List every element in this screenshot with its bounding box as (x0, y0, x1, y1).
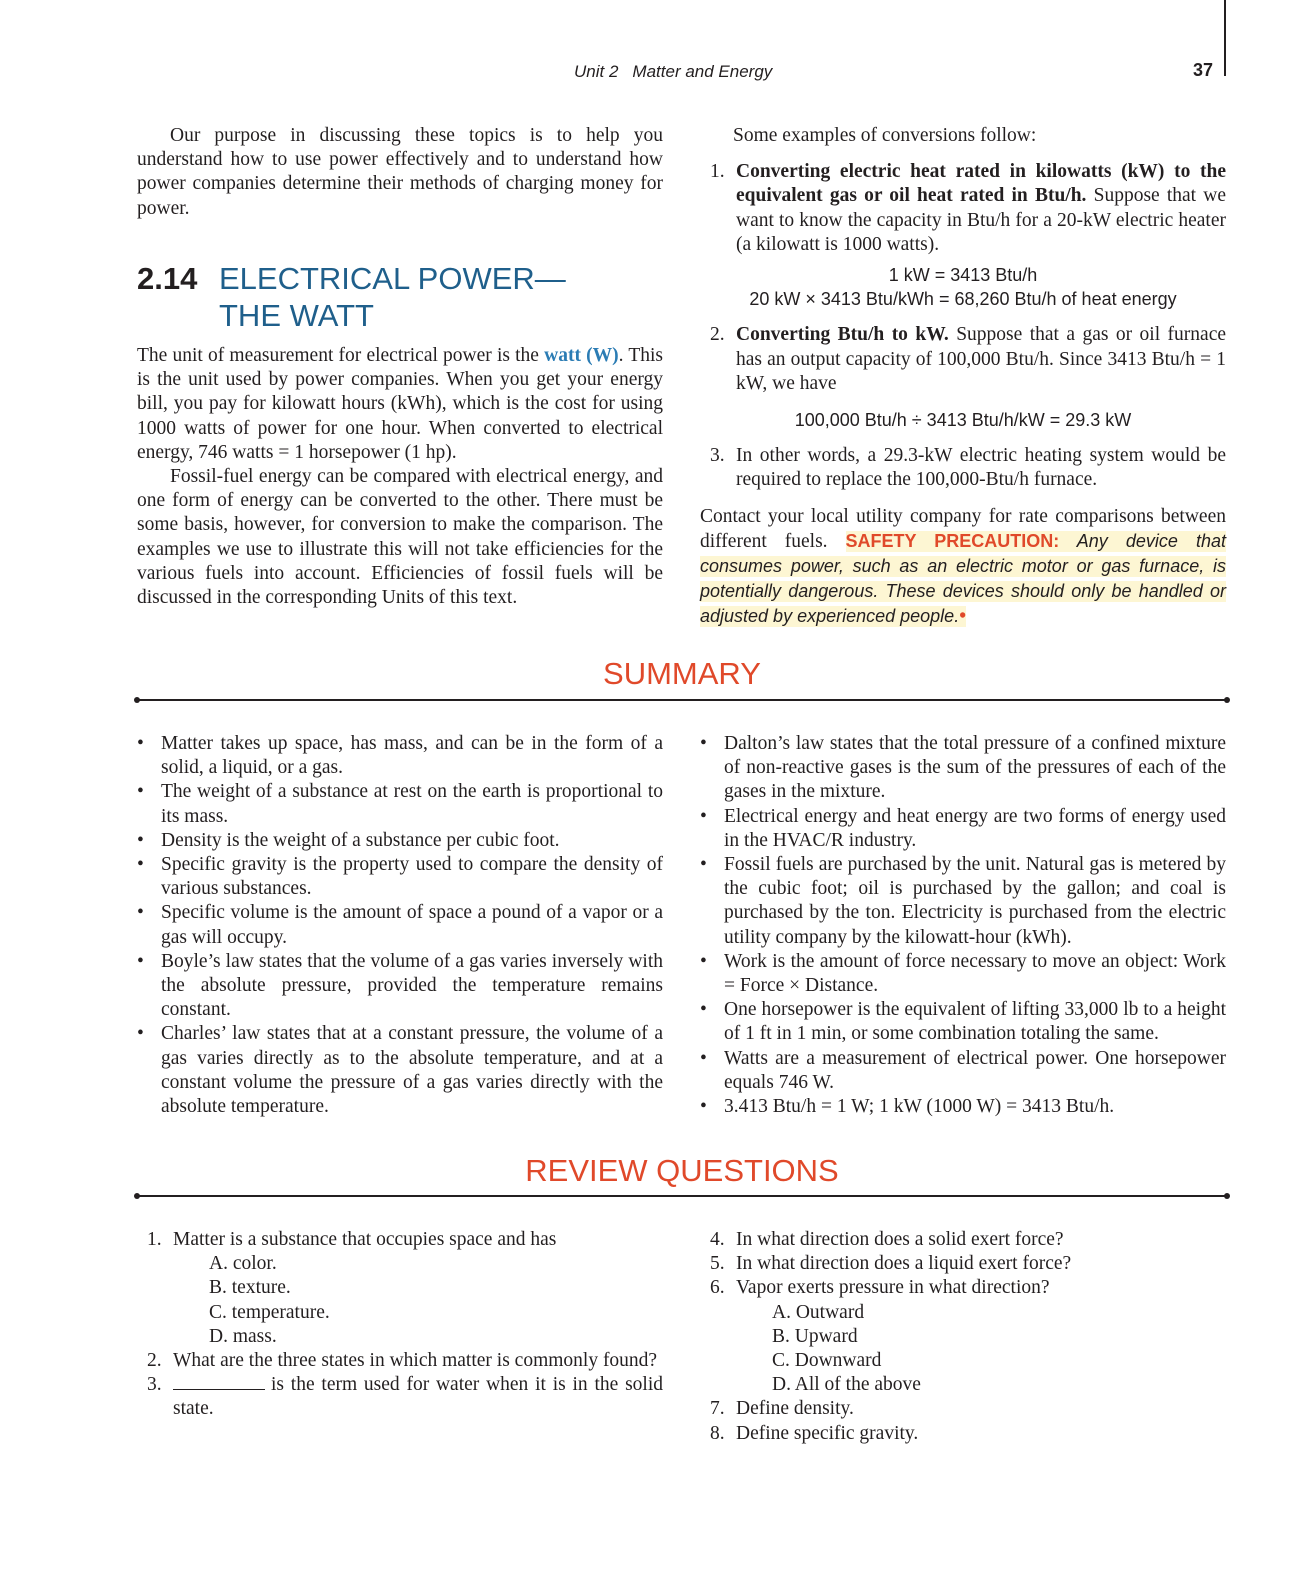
intro-paragraph: Our purpose in discussing these topics is to help you understand how to use power effectively and to understand how power companies determine their methods of charging money for power. (137, 125, 663, 219)
answer-option: D. All of the above (772, 1374, 921, 1396)
summary-right (700, 732, 1226, 1119)
page-edge-rule (1224, 0, 1226, 76)
summary-item: • One horsepower is the equivalent of lifting 33,000 lb to a height of 1 ft in 1 min, or some combination totaling the same. (700, 998, 1226, 1046)
example-1-heading: Converting electric heat rated in kilowatts (kW) to the equivalent gas or oil heat rated in Btu/h. (736, 161, 1226, 207)
example-2-heading: Converting Btu/h to kW. (736, 324, 949, 346)
question-8 (700, 1422, 1226, 1446)
equation-1: 1 kW = 3413 Btu/h (888, 265, 1038, 286)
question-4-text: In what direction does a solid exert force? (736, 1229, 1064, 1250)
summary-heading: SUMMARY (603, 656, 761, 691)
question-8-number: 8. (710, 1422, 725, 1444)
watt-paragraph-text-b: . This is the unit used by power companies. When you get your energy bill, you pay for kilowatt hours (kWh), which is the cost for using 1000 watts of power for one hour. When converted to electrical energy, 746 watts = 1 horsepower (1 hp). (137, 345, 663, 463)
summary-item: • Specific volume is the amount of space a pound of a vapor or a gas will occupy. (137, 901, 663, 949)
answer-option: B. Upward (772, 1325, 858, 1347)
utility-paragraph (700, 505, 1226, 630)
question-4-number: 4. (710, 1229, 725, 1250)
summary-item: • Charles’ law states that at a constant pressure, the volume of a gas varies directly as to the absolute temperature, and at a constant volume the pressure of a gas varies directly with the absolute temperature. (137, 1022, 663, 1119)
question-3-text: is the term used for water when it is in the solid state. (173, 1374, 663, 1420)
section-title-line1: ELECTRICAL POWER— (219, 261, 566, 296)
watt-paragraph (137, 344, 663, 465)
question-4 (700, 1228, 1226, 1252)
section-body (137, 344, 663, 610)
question-2-number: 2. (147, 1350, 162, 1372)
summary-item: • Work is the amount of force necessary to move an object: Work = Force × Distance. (700, 950, 1226, 998)
question-7-text: Define density. (736, 1398, 854, 1420)
answer-option: D. mass. (209, 1325, 277, 1347)
question-6-number: 6. (710, 1277, 725, 1299)
answer-option: C. temperature. (209, 1301, 330, 1323)
conversion-example-2 (700, 323, 1226, 396)
question-8-text: Define specific gravity. (736, 1422, 919, 1444)
summary-left (137, 732, 663, 1119)
answer-option: C. Downward (772, 1350, 882, 1372)
question-7 (700, 1397, 1226, 1421)
question-5-text: In what direction does a liquid exert force? (736, 1253, 1072, 1275)
watt-term: watt (W) (544, 345, 619, 366)
review-heading: REVIEW QUESTIONS (525, 1153, 839, 1188)
conversions-block (700, 124, 1226, 630)
summary-item: • Density is the weight of a substance per cubic foot. (137, 829, 663, 853)
question-5-number: 5. (710, 1253, 725, 1275)
equation-3: 100,000 Btu/h ÷ 3413 Btu/h/kW = 29.3 kW (794, 410, 1132, 431)
example-3-number: 3. (710, 445, 725, 467)
question-6 (700, 1276, 1226, 1397)
question-2-text: What are the three states in which matter is commonly found? (173, 1350, 658, 1372)
end-bullet-icon: • (959, 606, 967, 628)
question-1-number: 1. (147, 1229, 162, 1250)
conversion-example-1 (700, 160, 1226, 257)
summary-item: • Dalton’s law states that the total pressure of a confined mixture of non-reactive gases is the sum of the pressures of each of the gases in the mixture. (700, 732, 1226, 805)
safety-label: SAFETY PRECAUTION: (845, 530, 1060, 551)
question-5 (700, 1252, 1226, 1276)
question-3 (137, 1373, 663, 1421)
summary-item: • Electrical energy and heat energy are two forms of energy used in the HVAC/R industry. (700, 805, 1226, 853)
question-3-number: 3. (147, 1374, 162, 1396)
summary-item: • Specific gravity is the property used to compare the density of various substances. (137, 853, 663, 901)
running-head (574, 62, 772, 82)
intro-paragraph-block (137, 124, 663, 221)
review-left (137, 1228, 663, 1422)
section-heading (137, 260, 566, 334)
summary-item: • Watts are a measurement of electrical power. One horsepower equals 746 W. (700, 1047, 1226, 1095)
answer-option: B. texture. (209, 1277, 291, 1299)
question-2 (137, 1349, 663, 1373)
example-1-text: Suppose that we want to know the capacity in Btu/h for a 20-kW electric heater (a kilowatt is 1000 watts). (736, 185, 1226, 255)
summary-item: • Boyle’s law states that the volume of a gas varies inversely with the absolute pressure, provided the temperature remains constant. (137, 950, 663, 1023)
summary-item: • Matter takes up space, has mass, and can be in the form of a solid, a liquid, or a gas. (137, 732, 663, 780)
review-right (700, 1228, 1226, 1446)
question-1 (137, 1228, 663, 1349)
summary-item: • 3.413 Btu/h = 1 W; 1 kW (1000 W) = 3413 Btu/h. (700, 1095, 1226, 1119)
answer-option: A. color. (209, 1253, 277, 1275)
contact-text: Contact your local utility company for rate comparisons between different fuels. (700, 505, 1226, 552)
conversion-example-3 (700, 444, 1226, 492)
example-3-text: In other words, a 29.3-kW electric heating system would be required to replace the 100,000-Btu/h furnace. (736, 445, 1226, 491)
unit-title: Matter and Energy (632, 62, 773, 81)
example-2-text: Suppose that a gas or oil furnace has an output capacity of 100,000 Btu/h. Since 3413 Btu/h = 1 kW, we have (736, 324, 1226, 394)
example-2-number: 2. (710, 324, 725, 346)
summary-item: • Fossil fuels are purchased by the unit. Natural gas is metered by the cubic foot; oil is purchased by the gallon; and coal is purchased by the ton. Electricity is purchased from the electric utility company by the kilowatt-hour (kWh). (700, 853, 1226, 950)
conversions-intro: Some examples of conversions follow: (733, 125, 1037, 146)
equation-2: 20 kW × 3413 Btu/kWh = 68,260 Btu/h of heat energy (749, 289, 1177, 310)
page-number: 37 (1193, 60, 1214, 80)
answer-blank[interactable] (173, 1375, 265, 1390)
example-1-number: 1. (710, 161, 725, 183)
answer-option: A. Outward (772, 1301, 865, 1323)
section-number: 2.14 (137, 261, 198, 296)
summary-item: • The weight of a substance at rest on the earth is proportional to its mass. (137, 780, 663, 828)
review-rule (137, 1195, 1227, 1197)
question-6-text: Vapor exerts pressure in what direction? (736, 1277, 1050, 1299)
unit-label: Unit 2 (574, 62, 619, 81)
fossil-fuel-paragraph: Fossil-fuel energy can be compared with electrical energy, and one form of energy can be converted to the other. There must be some basis, however, for conversion to make the comparison. The examples we use to illustrate this will not take efficiencies for the various fuels into account. Efficiencies of fossil fuels will be discussed in the corresponding Units of this text. (137, 466, 663, 609)
watt-paragraph-text-a: The unit of measurement for electrical power is the (137, 345, 545, 366)
safety-text: Any device that consumes power, such as an electric motor or gas furnace, is potentially dangerous. These devices should only be handled or adjusted by experienced people. (700, 530, 1227, 627)
question-7-number: 7. (710, 1398, 725, 1420)
question-1-text: Matter is a substance that occupies space and has (173, 1229, 557, 1250)
summary-rule (137, 699, 1227, 701)
section-title-line2: THE WATT (219, 298, 374, 333)
